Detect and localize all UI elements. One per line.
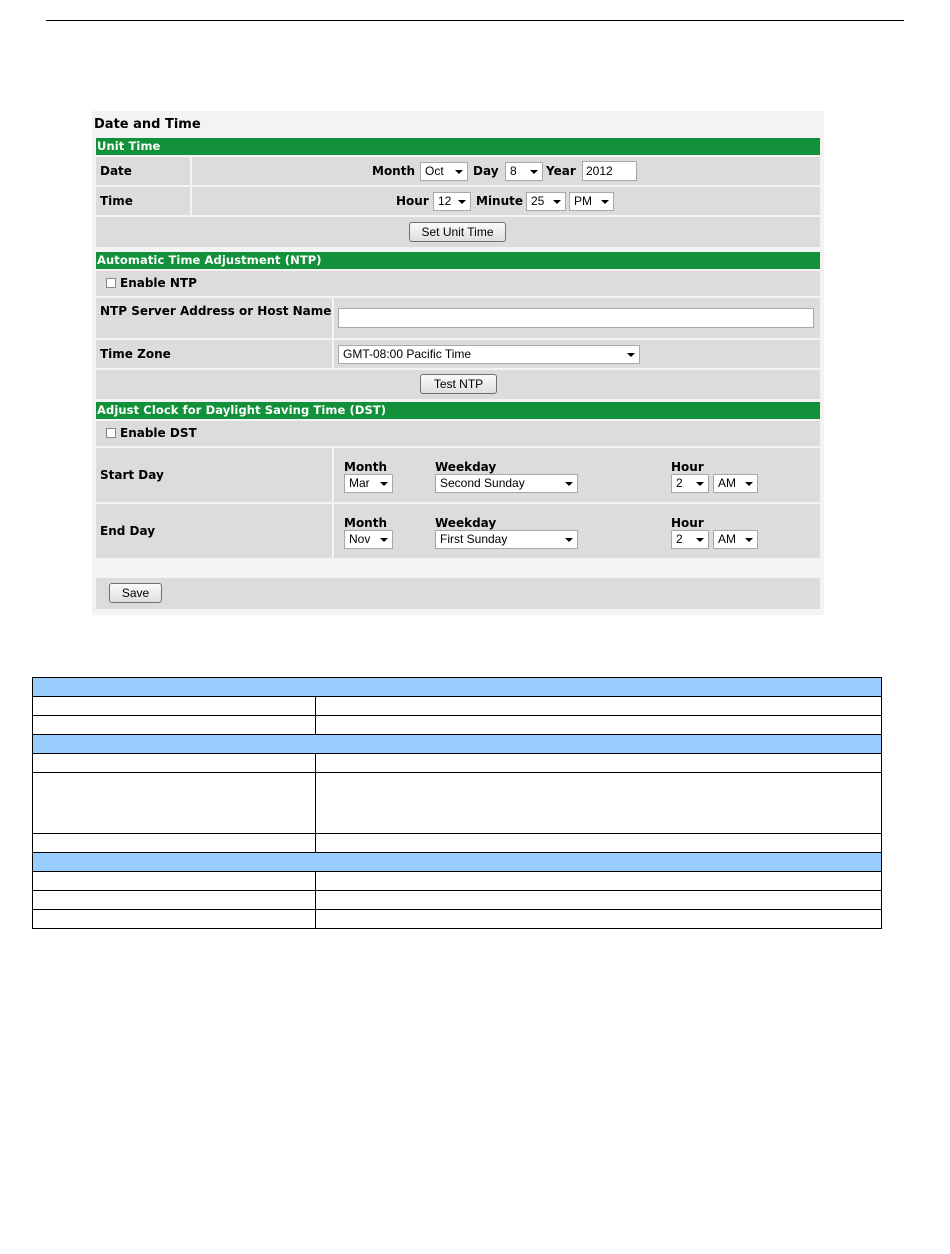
end-day-label: End Day	[96, 504, 332, 558]
year-label: Year	[546, 164, 576, 178]
enable-ntp-row	[96, 271, 820, 296]
table-section-band	[33, 735, 882, 754]
table-row	[33, 754, 882, 773]
minute-select[interactable]: 25	[526, 192, 566, 211]
time-zone-select[interactable]: GMT-08:00 Pacific Time	[338, 345, 640, 364]
enable-ntp-label: Enable NTP	[120, 276, 197, 290]
enable-dst-label: Enable DST	[120, 426, 197, 440]
end-hour-label: Hour	[671, 516, 704, 530]
day-select[interactable]: 8	[505, 162, 543, 181]
start-day-label: Start Day	[96, 448, 332, 502]
date-controls-cell	[192, 157, 820, 185]
page-top-rule	[46, 20, 904, 21]
time-controls-cell	[192, 187, 820, 215]
table-row	[33, 872, 882, 891]
set-unit-time-row	[96, 217, 820, 247]
enable-dst-row	[96, 421, 820, 446]
start-hour-label: Hour	[671, 460, 704, 474]
end-day-cell	[334, 504, 820, 558]
end-month-label: Month	[344, 516, 388, 530]
end-weekday-select[interactable]: First Sunday	[435, 530, 578, 549]
start-day-cell	[334, 448, 820, 502]
date-time-panel	[92, 111, 824, 615]
ntp-server-input[interactable]	[338, 308, 814, 328]
start-ampm-select[interactable]: AM	[713, 474, 758, 493]
table-row	[33, 773, 882, 834]
date-label: Date	[96, 157, 190, 185]
hour-select[interactable]: 12	[433, 192, 471, 211]
time-zone-label: Time Zone	[96, 340, 332, 368]
save-row	[96, 578, 820, 609]
table-section-band	[33, 853, 882, 872]
table-row	[33, 910, 882, 929]
ntp-server-label: NTP Server Address or Host Name	[96, 298, 332, 338]
hour-label: Hour	[396, 194, 429, 208]
time-label: Time	[96, 187, 190, 215]
month-select[interactable]: Oct	[420, 162, 468, 181]
table-row	[33, 716, 882, 735]
ampm-select[interactable]: PM	[569, 192, 614, 211]
ntp-server-cell	[334, 298, 820, 338]
dst-header: Adjust Clock for Daylight Saving Time (DST)	[96, 402, 820, 419]
panel-title: Date and Time	[94, 117, 201, 132]
month-label: Month	[372, 164, 416, 178]
end-ampm-select[interactable]: AM	[713, 530, 758, 549]
year-input[interactable]: 2012	[582, 161, 637, 181]
end-weekday-label: Weekday	[435, 516, 497, 530]
start-month-label: Month	[344, 460, 388, 474]
unit-time-header: Unit Time	[96, 138, 820, 155]
start-weekday-label: Weekday	[435, 460, 497, 474]
start-weekday-select[interactable]: Second Sunday	[435, 474, 578, 493]
day-label: Day	[473, 164, 499, 178]
reference-table	[32, 677, 882, 929]
table-row	[33, 834, 882, 853]
enable-ntp-checkbox[interactable]	[106, 278, 116, 288]
table-row	[33, 891, 882, 910]
end-hour-select[interactable]: 2	[671, 530, 709, 549]
ntp-header: Automatic Time Adjustment (NTP)	[96, 252, 820, 269]
table-row	[33, 697, 882, 716]
save-button[interactable]: Save	[109, 583, 162, 603]
start-month-select[interactable]: Mar	[344, 474, 393, 493]
test-ntp-button[interactable]: Test NTP	[420, 374, 497, 394]
start-hour-select[interactable]: 2	[671, 474, 709, 493]
set-unit-time-button[interactable]: Set Unit Time	[409, 222, 506, 242]
time-zone-cell	[334, 340, 820, 368]
test-ntp-row	[96, 370, 820, 399]
minute-label: Minute	[476, 194, 524, 208]
end-month-select[interactable]: Nov	[344, 530, 393, 549]
enable-dst-checkbox[interactable]	[106, 428, 116, 438]
table-section-band	[33, 678, 882, 697]
